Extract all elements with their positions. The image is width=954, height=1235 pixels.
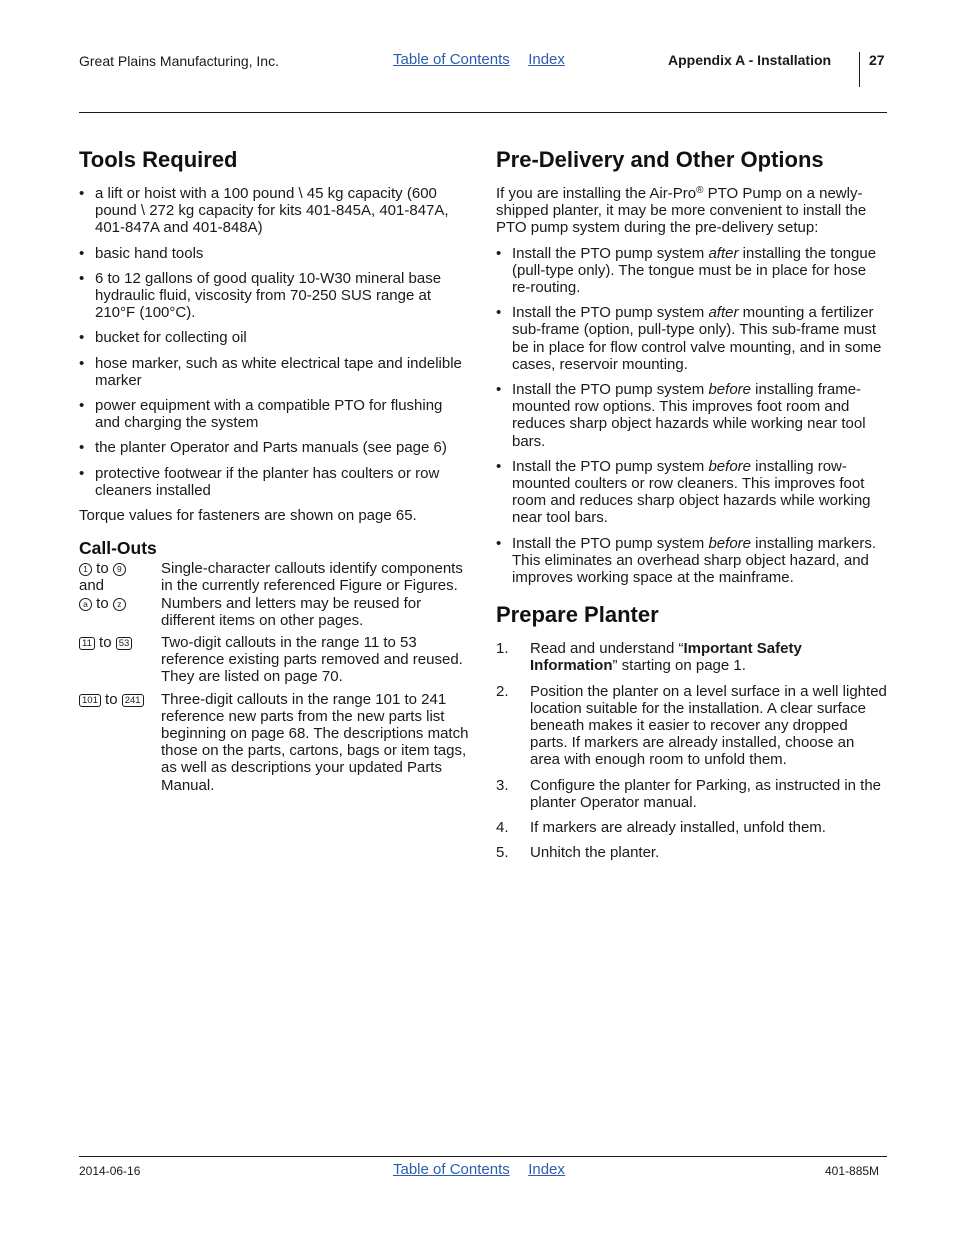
- callout-row-three-digit: [79, 691, 471, 794]
- footer-nav: [393, 1161, 565, 1179]
- circled-letter-icon: a: [79, 598, 92, 611]
- step-item: 4. If markers are already installed, unfold them.: [496, 819, 826, 837]
- predelivery-intro: If you are installing the Air-Pro® PTO Pump on a newly-shipped planter, it may be more convenient to install the PTO pump system during the pre-delivery setup:: [496, 185, 867, 237]
- callout-key: 1 to 9 and a to z: [79, 560, 161, 629]
- right-column: [496, 145, 888, 870]
- circled-digit-icon: 9: [113, 563, 126, 576]
- tools-heading: Tools Required: [79, 147, 238, 172]
- list-item: • hose marker, such as white electrical tape and indelible marker: [79, 355, 471, 389]
- list-item: • Install the PTO pump system after installing the tongue (pull-type only). The tongue must be in place for hose re-routing.: [496, 245, 888, 297]
- list-item: • Install the PTO pump system before installing markers. This eliminates an overhead sharp object hazard, and improves working space at the mainframe.: [496, 535, 888, 587]
- step-item: 3. Configure the planter for Parking, as instructed in the planter Operator manual.: [496, 776, 882, 811]
- index-link[interactable]: Index: [528, 51, 565, 68]
- callout-description: Single-character callouts identify components in the currently referenced Figure or Figures. Numbers and letters may be reused for different items on other pages.: [161, 560, 463, 629]
- circled-letter-icon: z: [113, 598, 126, 611]
- step-item: 1. Read and understand “Important Safety Information” starting on page 1.: [496, 640, 802, 675]
- document-number: 401-885M: [825, 1164, 880, 1178]
- registered-mark: ®: [696, 185, 704, 196]
- boxed-number-icon: 11: [79, 637, 95, 650]
- prepare-steps: [496, 640, 888, 861]
- list-item: • basic hand tools: [79, 245, 471, 262]
- header-nav: [393, 51, 565, 69]
- prepare-heading: Prepare Planter: [496, 602, 659, 628]
- company-name: Great Plains Manufacturing, Inc.: [79, 53, 279, 69]
- callout-description: Two-digit callouts in the range 11 to 53 reference existing parts removed and reused. They are listed on page 70.: [161, 634, 463, 686]
- callout-row-two-digit: [79, 634, 471, 686]
- footer-date: 2014-06-16: [79, 1164, 141, 1178]
- callout-row-single: [79, 560, 471, 629]
- torque-note: Torque values for fasteners are shown on page 65.: [79, 507, 417, 525]
- callouts-table: [79, 560, 471, 794]
- left-column: [79, 145, 471, 799]
- list-item: • protective footwear if the planter has coulters or row cleaners installed: [79, 465, 471, 499]
- boxed-number-icon: 53: [116, 637, 133, 650]
- list-item: • bucket for collecting oil: [79, 329, 471, 346]
- circled-digit-icon: 1: [79, 563, 92, 576]
- step-item: 5. Unhitch the planter.: [496, 844, 660, 862]
- step-item: 2. Position the planter on a level surface in a well lighted location suitable for the installation. A clear surface beneath makes it easier to recover any dropped parts. If markers are already installed, choose an area with enough room to unfold them.: [496, 682, 887, 769]
- list-item: • Install the PTO pump system before installing frame-mounted row options. This improves foot room and reduces sharp object hazards while working near tool bars.: [496, 381, 888, 450]
- tools-list: [79, 185, 471, 499]
- list-item: • a lift or hoist with a 100 pound \ 45 kg capacity (600 pound \ 272 kg capacity for kits 401-845A, 401-847A, 401-847A and 401-848A): [79, 185, 471, 237]
- callout-description: Three-digit callouts in the range 101 to 241 reference new parts from the new parts list beginning on page 68. The descriptions match those on the parts, cartons, bags or item tags, as well as descriptions your updated Parts Manual.: [161, 690, 469, 794]
- list-item: • Install the PTO pump system before installing row-mounted coulters or row cleaners. This improves foot room and reduces sharp object hazards while working near tool bars.: [496, 458, 888, 527]
- header-rule: [79, 112, 887, 113]
- list-item: • Install the PTO pump system after mounting a fertilizer sub-frame (option, pull-type only). This sub-frame must be in place for flow control valve mounting, and in some cases, reservoir mounting.: [496, 304, 888, 373]
- predelivery-list: [496, 245, 888, 587]
- index-link[interactable]: Index: [528, 1161, 565, 1178]
- list-item: • power equipment with a compatible PTO for flushing and charging the system: [79, 397, 471, 431]
- toc-link[interactable]: Table of Contents: [393, 51, 510, 68]
- list-item: • 6 to 12 gallons of good quality 10-W30 mineral base hydraulic fluid, viscosity from 70-250 SUS range at 210°F (100°C).: [79, 270, 471, 322]
- list-item: • the planter Operator and Parts manuals (see page 6): [79, 439, 471, 456]
- predelivery-heading: Pre-Delivery and Other Options: [496, 147, 824, 172]
- footer-rule: [79, 1156, 887, 1157]
- boxed-number-icon: 101: [79, 694, 101, 707]
- boxed-number-icon: 241: [122, 694, 144, 707]
- header-divider: [859, 52, 860, 87]
- callouts-heading: Call-Outs: [79, 538, 157, 559]
- callout-key: 101 to 241: [79, 691, 161, 794]
- section-title: Appendix A - Installation: [668, 52, 832, 68]
- callout-key: 11 to 53: [79, 634, 161, 686]
- toc-link[interactable]: Table of Contents: [393, 1161, 510, 1178]
- page-number: 27: [869, 52, 885, 68]
